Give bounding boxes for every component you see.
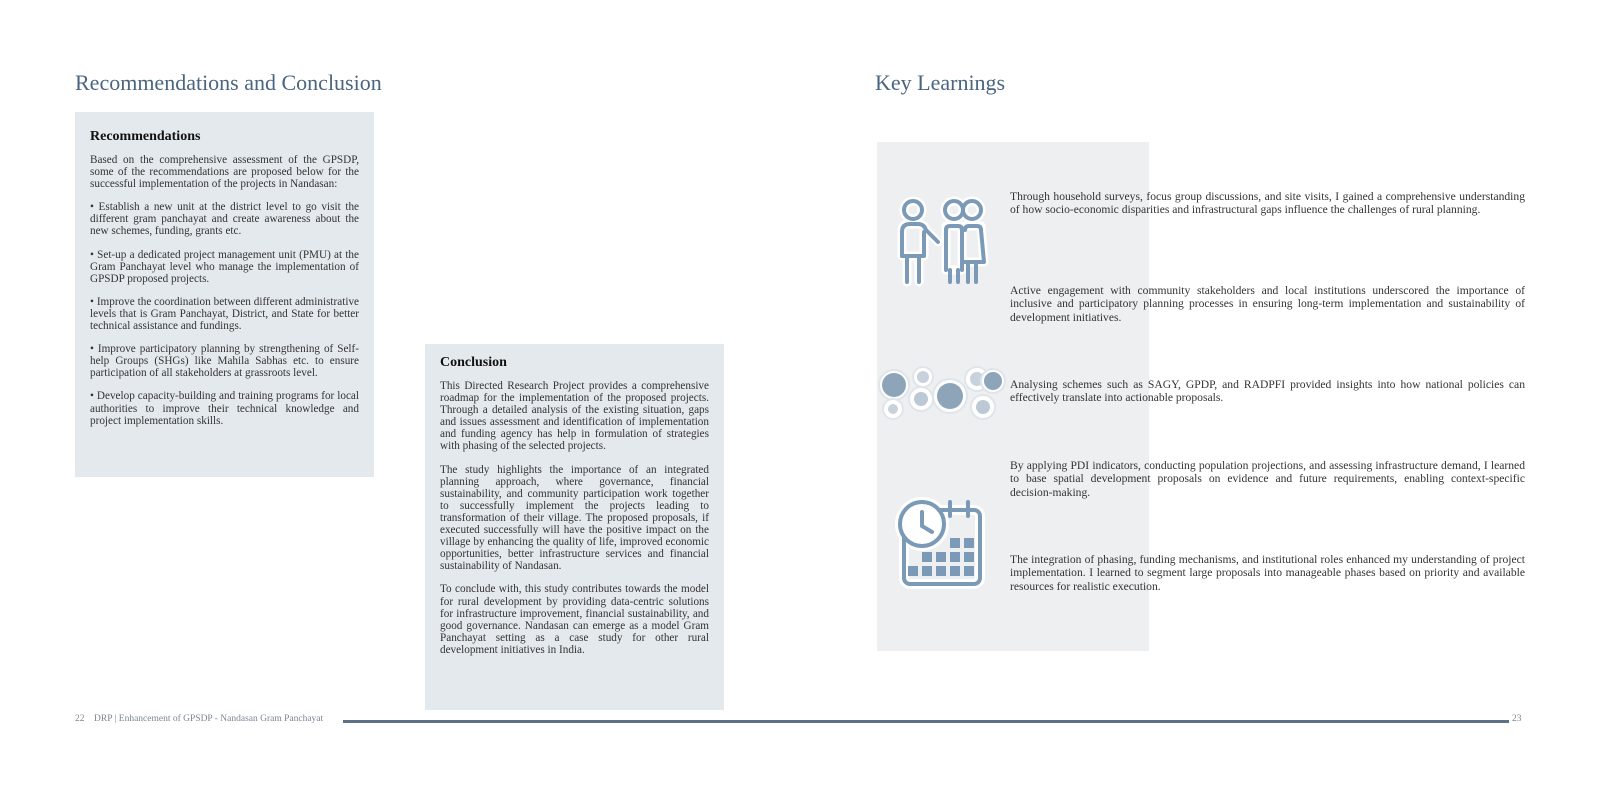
- footer-title: DRP | Enhancement of GPSDP - Nandasan Gram Panchayat: [94, 714, 324, 724]
- recommendation-paragraph: • Improve the coordination between different administrative levels that is Gram Panchayat, District, and State for better technical assistance and fundings.: [90, 295, 359, 333]
- learning-item: Analysing schemes such as SAGY, GPDP, and RADPFI provided insights into how national policies can effectively translate into actionable proposals.: [1010, 378, 1525, 405]
- recommendations-box: [75, 112, 374, 477]
- learning-item: Active engagement with community stakeholders and local institutions underscored the importance of inclusive and participatory planning processes in ensuring long-term implementation and sustainability of development initiatives.: [1010, 284, 1525, 324]
- recommendations-title: Recommendations: [90, 129, 201, 144]
- right-page-heading: Key Learnings: [875, 70, 1006, 95]
- conclusion-paragraph: The study highlights the importance of an integrated planning approach, where governance, financial sustainability, and community participation work together to successfully implement the projects leading to transformation of their village. The proposed proposals, if executed successfully will have the positive impact on the village by enhancing the quality of life, improved economic opportunities, better infrastructure services and financial sustainability of Nandasan.: [440, 463, 709, 573]
- scheme-logos-icon: [878, 366, 1006, 424]
- conclusion-title: Conclusion: [440, 355, 507, 370]
- calendar-clock-icon: [892, 496, 992, 592]
- recommendation-paragraph: • Improve participatory planning by strengthening of Self-help Groups (SHGs) like Mahila Sabhas etc. to ensure participation of all stakeholders at grassroots level.: [90, 343, 359, 380]
- learning-item: By applying PDI indicators, conducting population projections, and assessing infrastructure demand, I learned to base spatial development proposals on evidence and future requirements, enabling context-specific decision-making.: [1010, 459, 1525, 499]
- conclusion-paragraph: This Directed Research Project provides a comprehensive roadmap for the implementation of the proposed projects. Through a detailed analysis of the existing situation, gaps and issues assessment and identification of implementation and funding agency has help in formulation of strategies with phasing of the selected projects.: [440, 380, 709, 453]
- learning-item: Through household surveys, focus group discussions, and site visits, I gained a comprehensive understanding of how socio-economic disparities and infrastructural gaps influence the challenges of rural planning.: [1010, 190, 1525, 217]
- footer-rule: [343, 720, 1509, 723]
- left-page-heading: Recommendations and Conclusion: [75, 70, 382, 95]
- left-page-number: 22: [75, 714, 85, 724]
- recommendation-paragraph: • Establish a new unit at the district level to go visit the different gram panchayat and create awareness about the new schemes, funding, grants etc.: [90, 201, 359, 238]
- learning-item: The integration of phasing, funding mechanisms, and institutional roles enhanced my understanding of project implementation. I learned to segment large proposals into manageable phases based on priority and available resources for realistic execution.: [1010, 553, 1525, 593]
- recommendation-paragraph: Based on the comprehensive assessment of the GPSDP, some of the recommendations are proposed below for the successful implementation of the projects in Nandasan:: [90, 154, 359, 191]
- people-icon: [888, 196, 994, 288]
- right-page-number: 23: [1512, 714, 1522, 724]
- conclusion-paragraph: To conclude with, this study contributes towards the model for rural development by providing data-centric solutions for infrastructure improvement, financial sustainability, and good governance. Nandasan can emerge as a model Gram Panchayat setting as a case study for other rural development initiatives in India.: [440, 583, 709, 656]
- conclusion-box: [425, 344, 724, 710]
- recommendation-paragraph: • Set-up a dedicated project management unit (PMU) at the Gram Panchayat level who manage the implementation of GPSDP proposed projects.: [90, 248, 359, 285]
- recommendation-paragraph: • Develop capacity-building and training programs for local authorities to improve their technical knowledge and project implementation skills.: [90, 390, 359, 427]
